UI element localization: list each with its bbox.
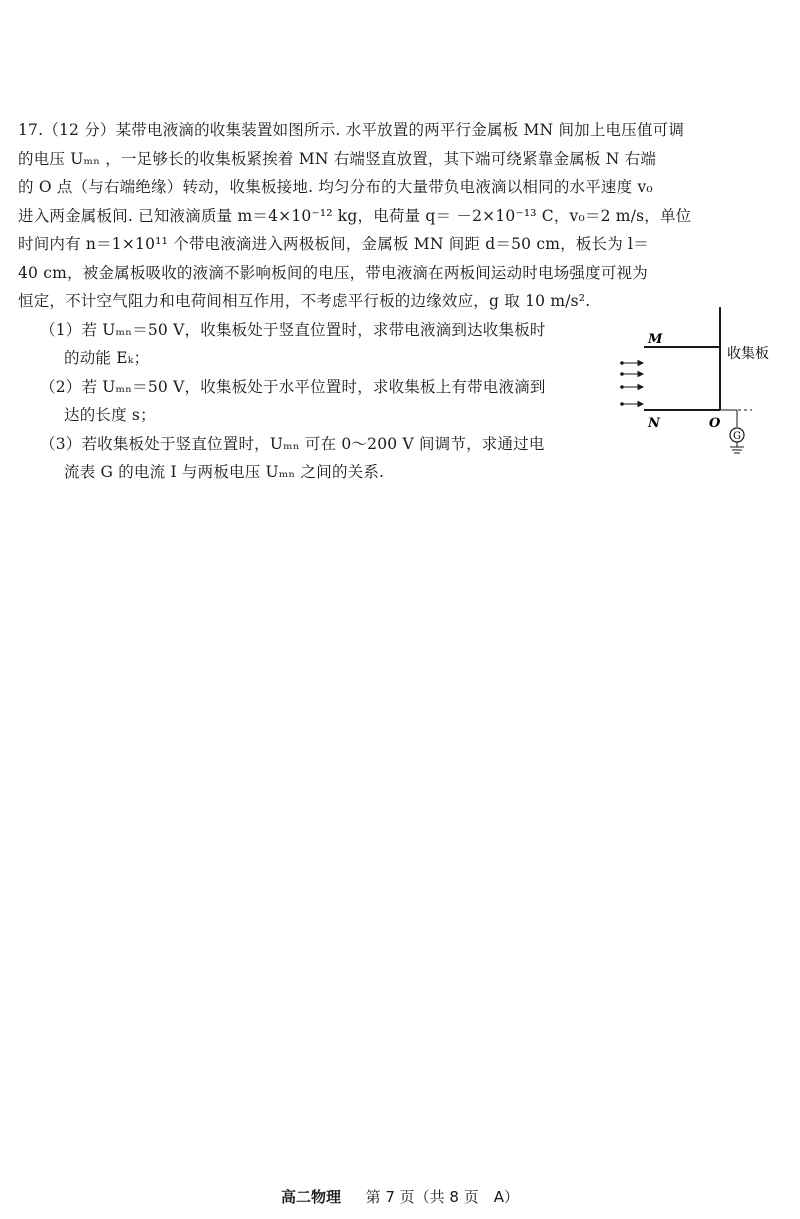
problem-line: 的电压 Uₘₙ ，一足够长的收集板紧挨着 MN 右端竖直放置，其下端可绕紧靠金属板 N 右端 (18, 149, 657, 168)
problem-line: 17.（12 分）某带电液滴的收集装置如图所示. 水平放置的两平行金属板 MN 间加上电压值可调 (18, 121, 685, 139)
question-1-line-1: （1）若 Uₘₙ＝50 V，收集板处于竖直位置时，求带电液滴到达收集板时 (40, 320, 546, 339)
label-o: O (709, 416, 721, 431)
droplet-arrows (621, 361, 643, 407)
question-3-line-2: 流表 G 的电流 I 与两板电压 Uₘₙ 之间的关系. (64, 463, 385, 481)
question-1-line-2: 的动能 Eₖ； (64, 349, 150, 367)
footer-subject: 高二物理 (280, 1188, 341, 1206)
label-n: N (648, 416, 660, 431)
galvanometer-label: G (733, 431, 741, 442)
problem-line: 恒定，不计空气阻力和电荷间相互作用，不考虑平行板的边缘效应，g 取 10 m/s². (18, 292, 591, 310)
problem-line: 进入两金属板间. 已知液滴质量 m＝4×10⁻¹² kg，电荷量 q＝ －2×10⁻¹³ C，v₀＝2 m/s，单位 (18, 206, 692, 225)
question-3-line-1: （3）若收集板处于竖直位置时，Uₘₙ 可在 0～200 V 间调节，求通过电 (40, 434, 545, 453)
apparatus-diagram (612, 307, 788, 457)
label-m: M (648, 332, 663, 347)
problem-line: 40 cm，被金属板吸收的液滴不影响板间的电压，带电液滴在两板间运动时电场强度可视为 (18, 263, 648, 282)
problem-line: 的 O 点（与右端绝缘）转动，收集板接地. 均匀分布的大量带负电液滴以相同的水平速度 v₀ (18, 178, 653, 196)
page-footer (0, 1186, 800, 1207)
problem-line: 时间内有 n＝1×10¹¹ 个带电液滴进入两极板间，金属板 MN 间距 d＝50 cm，板长为 l＝ (18, 235, 649, 253)
label-collection-board: 收集板 (727, 346, 769, 362)
question-2-line-1: （2）若 Uₘₙ＝50 V，收集板处于水平位置时，求收集板上有带电液滴到 (40, 377, 546, 396)
footer-page-number: 第 7 页（共 8 页 A） (365, 1188, 519, 1206)
question-2-line-2: 达的长度 s； (64, 406, 156, 424)
